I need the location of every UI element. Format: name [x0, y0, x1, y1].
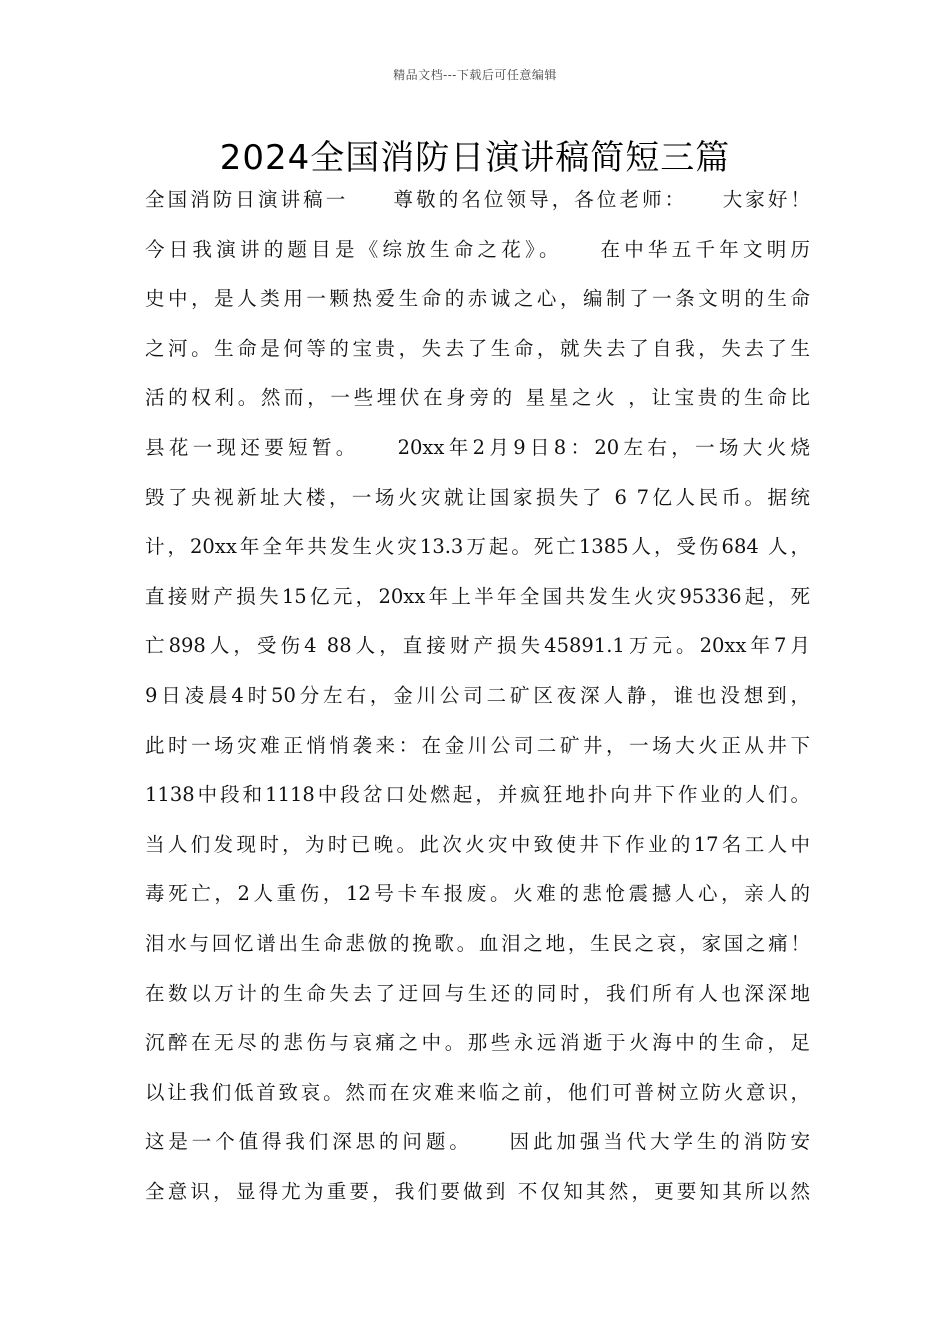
- body-line: 全意识，显得尤为重要，我们要做到 不仅知其然，更要知其所以然: [145, 1179, 810, 1203]
- body-line: 全国消防日演讲稿一 尊敬的名位领导，各位老师： 大家好！: [145, 188, 810, 211]
- body-line: 史中，是人类用一颗热爱生命的赤诚之心，编制了一条文明的生命: [145, 287, 810, 311]
- body-line: 之河。生命是何等的宝贵，失去了生命，就失去了自我，失去了生: [145, 336, 810, 360]
- body-line: 计，20xx年全年共发生火灾13.3万起。死亡1385人，受伤684 人，: [145, 535, 810, 559]
- body-line: 活的权利。然而，一些埋伏在身旁的 星星之火 ，让宝贵的生命比: [145, 386, 810, 410]
- document-title: 2024全国消防日演讲稿简短三篇: [219, 138, 731, 178]
- body-line: 今日我演讲的题目是《综放生命之花》。 在中华五千年文明历: [145, 237, 810, 261]
- body-line: 当人们发现时，为时已晚。此次火灾中致使井下作业的17名工人中: [145, 832, 810, 856]
- body-line: 县花一现还要短暂。 20xx年2月9日8：20左右，一场大火烧: [145, 435, 810, 459]
- body-line: 这是一个值得我们深思的问题。 因此加强当代大学生的消防安: [145, 1130, 810, 1154]
- body-line: 沉醉在无尽的悲伤与哀痛之中。那些永远消逝于火海中的生命，足: [145, 1031, 810, 1055]
- body-line: 9日凌晨4时50分左右，金川公司二矿区夜深人静，谁也没想到，: [145, 683, 810, 707]
- body-line: 直接财产损失15亿元，20xx年上半年全国共发生火灾95336起，死: [145, 584, 810, 608]
- body-line: 毁了央视新址大楼，一场火灾就让国家损失了 6 7亿人民币。据统: [145, 485, 810, 509]
- page-header: 精品文档---下载后可任意编辑: [393, 68, 557, 82]
- body-line: 以让我们低首致哀。然而在灾难来临之前，他们可普树立防火意识，: [145, 1080, 810, 1104]
- body-line: 1138中段和1118中段岔口处燃起，并疯狂地扑向井下作业的人们。: [145, 783, 810, 807]
- body-line: 此时一场灾难正悄悄袭来：在金川公司二矿井，一场大火正从井下: [145, 733, 810, 757]
- document-body: [145, 184, 810, 1225]
- body-line: 在数以万计的生命失去了迂回与生还的同时，我们所有人也深深地: [145, 981, 810, 1005]
- body-line: 毒死亡，2人重伤，12号卡车报废。火难的悲怆震撼人心，亲人的: [145, 882, 810, 906]
- body-line: 泪水与回忆谱出生命悲倣的挽歌。血泪之地，生民之哀，家国之痛！: [145, 931, 810, 955]
- body-line: 亡898人，受伤4 88人，直接财产损失45891.1万元。20xx年7月: [145, 634, 810, 658]
